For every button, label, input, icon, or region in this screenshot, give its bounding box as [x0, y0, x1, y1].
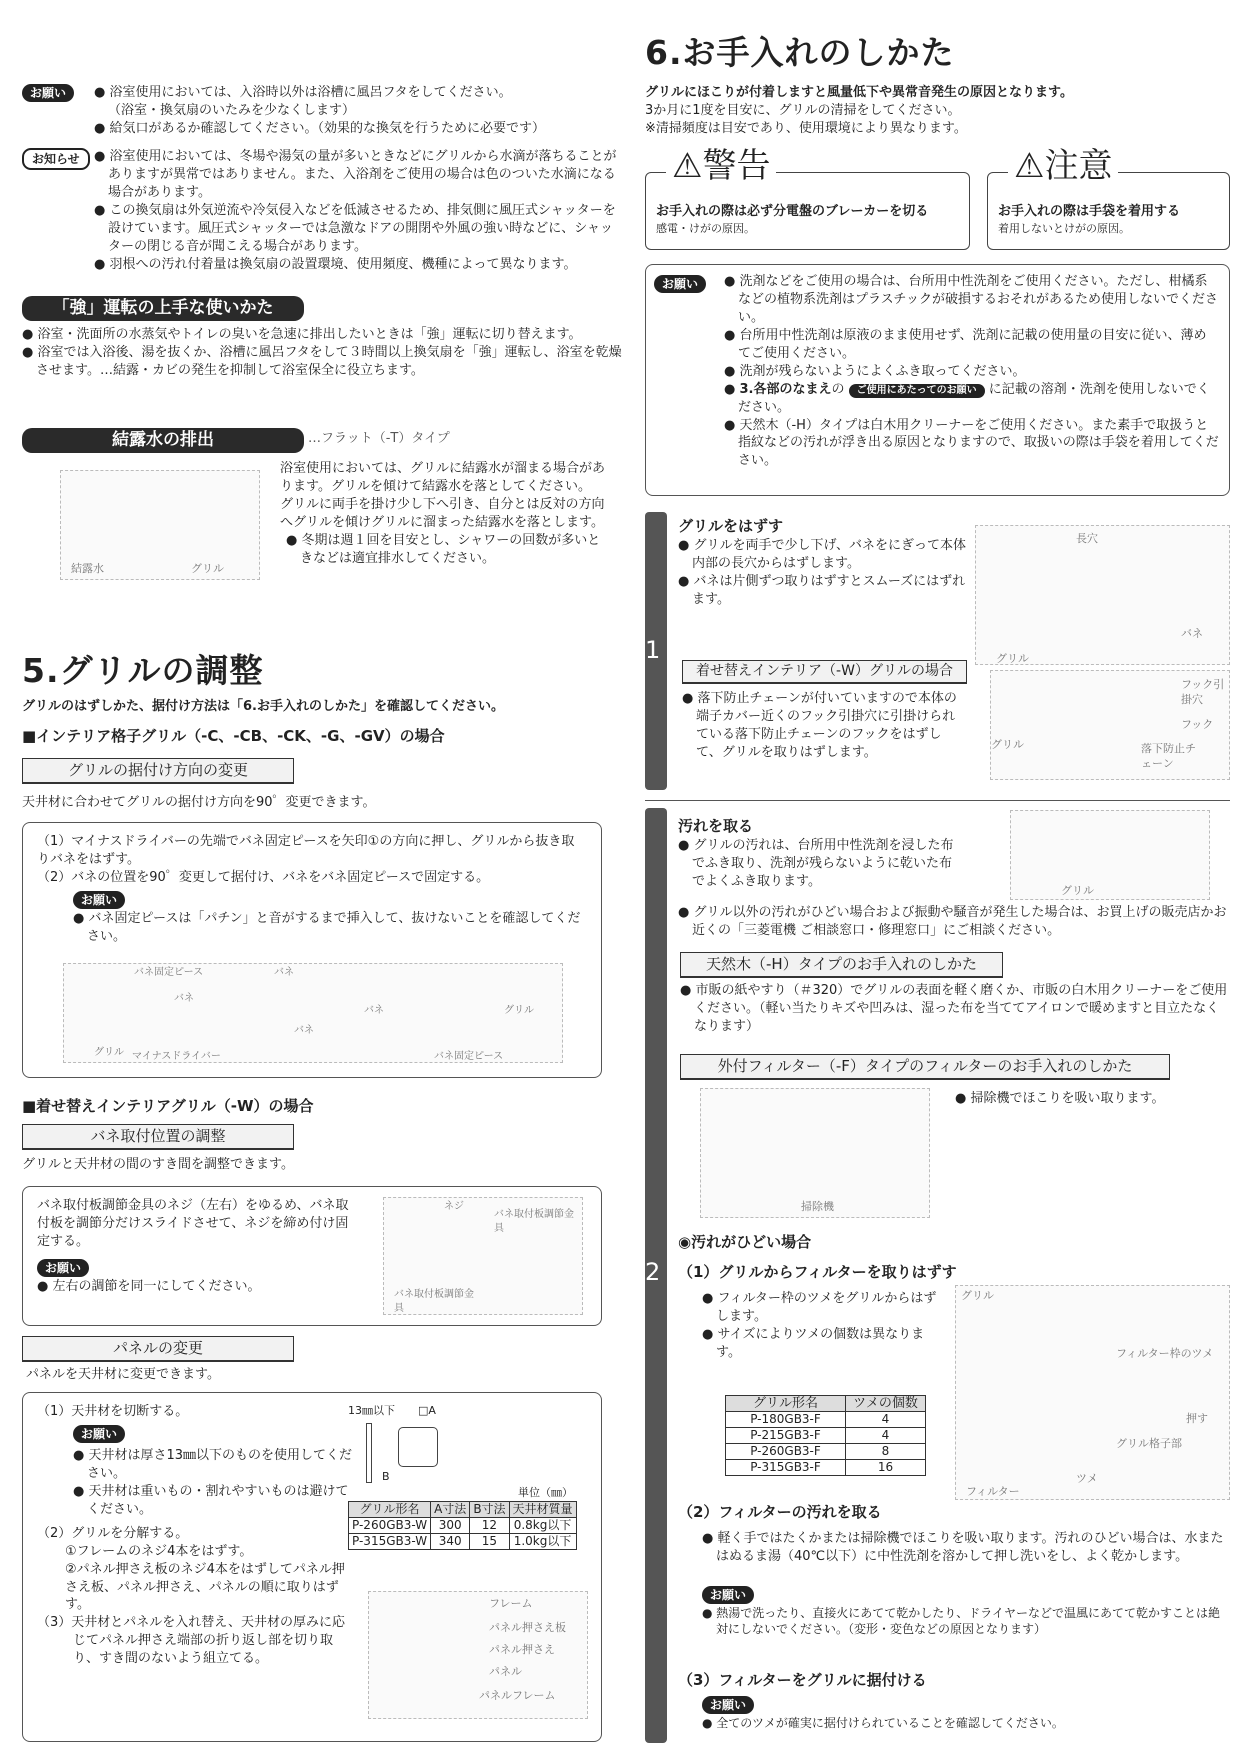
cell: 8	[846, 1444, 926, 1460]
paragraph: 3か月に1度を目安に、グリルの清掃をしてください。	[645, 102, 961, 118]
fig-label: グリル	[504, 1005, 534, 1016]
step: （1）天井材を切断する。	[37, 1404, 189, 1419]
drain-type: …フラット（-T）タイプ	[308, 431, 450, 446]
onegai-badge: お願い	[702, 1586, 754, 1604]
cell: 1.0kg以下	[509, 1534, 576, 1550]
note: （浴室・換気扇のいたみを少なくします）	[108, 102, 356, 118]
section6-lead	[645, 84, 1235, 138]
caution-text: お手入れの際は手袋を着用する	[998, 204, 1181, 219]
fig-label: バネ	[274, 967, 294, 978]
step1-bar	[645, 512, 667, 790]
fig-label: パネル押さえ	[489, 1643, 555, 1656]
onegai-badge: お願い	[73, 1425, 125, 1443]
cell: P-260GB3-W	[349, 1518, 431, 1534]
fig-label: バネ	[364, 1005, 384, 1016]
table-row	[726, 1428, 926, 1444]
strong-heading: 「強」運転の上手な使いかた	[22, 296, 304, 321]
note: ● 羽根への汚れ付着量は換気扇の設置環境、使用頻度、機種によって異なります。	[94, 256, 622, 274]
fig-label: パネル押さえ板	[489, 1621, 566, 1634]
note: ● 天井材は重いもの・割れやすいものは避けてください。	[73, 1483, 357, 1519]
note: ● 洗剤などをご使用の場合は、台所用中性洗剤をご使用ください。ただし、柑橘系などの植物系洗剤はプラスチックが破損するおそれがあるため使用しないでください。	[724, 273, 1219, 327]
cell: 4	[846, 1428, 926, 1444]
fig-label: 結露水	[71, 562, 104, 575]
f3-heading: （3）フィルターをグリルに据付ける	[678, 1671, 927, 1689]
note: ● 天井材は厚さ13㎜以下のものを使用してください。	[73, 1447, 357, 1483]
th: ツメの個数	[846, 1396, 926, 1412]
dimension-figure	[348, 1403, 598, 1568]
onegai-badge: お願い	[702, 1696, 754, 1714]
note: ● 3.各部のなまえの ご使用にあたってのお願い に記載の溶剤・洗剤を使用しないでください。	[724, 381, 1219, 417]
section5-lead: グリルのはずしかた、据付け方法は「6.お手入れのしかた」を確認してください。	[22, 699, 504, 714]
fig-label: マイナスドライバー	[132, 1051, 221, 1062]
panel-edge	[366, 1423, 372, 1483]
caution-title	[1008, 143, 1118, 190]
onegai-badge: お願い	[654, 275, 706, 293]
fig-label: ネジ	[444, 1201, 464, 1212]
fig-label: バネ取付板調節金具	[394, 1289, 474, 1314]
vacuum-figure	[700, 1088, 930, 1218]
fig-label: 掃除機	[801, 1200, 834, 1213]
table-row	[726, 1412, 926, 1428]
note: ● この換気扇は外気逆流や冷気侵入などを低減させるため、排気側に風圧式シャッターを設けています。風圧式シャッターでは急激なドアの開閉や外風の強い時などに、シャッターの閉じる音が聞こえる場合があります。	[94, 202, 622, 256]
fig-label: グリル	[991, 738, 1024, 751]
substep: ②パネル押さえ板のネジ4本をはずしてパネル押さえ板、パネル押さえ、パネルの順に取りはずす。	[65, 1561, 345, 1613]
paragraph: ※清掃頻度は目安であり、使用環境により異なります。	[645, 120, 967, 136]
warning-triangle-icon: ⚠	[672, 146, 703, 186]
table-row	[349, 1518, 577, 1534]
direction-figure	[63, 963, 563, 1063]
drain-figure	[60, 470, 260, 580]
fig-label: 単位（㎜）	[518, 1486, 573, 1499]
onegai-badge: お願い	[73, 891, 125, 909]
spring-desc: グリルと天井材の間のすき間を調整できます。	[22, 1157, 294, 1172]
fig-label: フィルター	[966, 1485, 1020, 1498]
step: （2）バネの位置を90゜変更して据付け、バネをバネ固定ピースで固定する。	[37, 869, 490, 885]
fig-label: 落下防止チェーン	[1141, 742, 1196, 771]
fig-label: バネ取付板調節金具	[494, 1209, 574, 1234]
f1-heading: （1）グリルからフィルターを取りはずす	[678, 1263, 957, 1281]
fig-label: フィルター枠のツメ	[1116, 1347, 1214, 1360]
warning-label: 警告	[702, 146, 771, 186]
kisekae-subheading: 着せ替えインテリア（-W）グリルの場合	[682, 660, 967, 684]
fig-label: バネ	[1181, 627, 1203, 640]
note: ● 天然木（-H）タイプは白木用クリーナーをご使用ください。また素手で取扱うと指紋などの汚れが浮き出る原因となりますので、取扱いの際は手袋を着用してください。	[724, 417, 1219, 471]
fig-label: 13㎜以下	[348, 1404, 395, 1417]
ref-text: に記載の溶剤・洗剤を使用しないでください。	[738, 381, 1210, 415]
note: ● 浴室使用においては、入浴時以外は浴槽に風呂フタをしてください。	[94, 84, 622, 102]
onegai-badge: お願い	[22, 84, 74, 102]
list-item: ● グリルの汚れは、台所用中性洗剤を浸した布でふき取り、洗剤が残らないように乾いた布でよくふき取ります。	[678, 837, 958, 891]
drain-text	[280, 460, 610, 568]
fig-label: パネルフレーム	[479, 1689, 556, 1702]
panel-figure	[368, 1591, 588, 1719]
cell: 15	[470, 1534, 509, 1550]
step1-text	[678, 516, 968, 608]
spring-subheading: バネ取付位置の調整	[22, 1124, 294, 1150]
substep: ①フレームのネジ4本をはずす。	[65, 1543, 253, 1559]
th: 天井材質量	[509, 1502, 576, 1518]
fig-label: ツメ	[1076, 1472, 1098, 1485]
step-title: グリルをはずす	[678, 517, 784, 535]
f2-text: ● 軽く手ではたくかまたは掃除機でほこりを吸い取ります。汚れのひどい場合は、水またはぬるま湯（40℃以下）に中性洗剤を溶かして押し洗いをし、よく乾かします。	[702, 1530, 1230, 1566]
note: ● 給気口があるか確認してください。（効果的な換気を行うために必要です）	[94, 120, 622, 138]
step: （3）天井材とパネルを入れ替え、天井材の厚みに応じてパネル押さえ端部の折り返し部を切り取り、すき間のないよう組立てる。	[37, 1615, 346, 1667]
fig-label: B	[382, 1470, 390, 1483]
fig-label: フレーム	[489, 1597, 533, 1610]
step: （2）グリルを分解する。	[37, 1525, 189, 1541]
cell: P-260GB3-F	[726, 1444, 846, 1460]
lattice-heading: ■インテリア格子グリル（-C、-CB、-CK、-G、-GV）の場合	[22, 727, 445, 745]
fig-label: バネ固定ピース	[434, 1051, 504, 1062]
warning-sub: 感電・けがの原因。	[656, 221, 755, 235]
paragraph: 浴室使用においては、グリルに結露水が溜まる場合があります。グリルを傾けて結露水を落としてください。	[280, 461, 606, 494]
fig-label: グリル	[191, 562, 224, 575]
fig-label: バネ固定ピース	[134, 967, 204, 978]
panel-subheading: パネルの変更	[22, 1336, 294, 1362]
note: ● バネ固定ピースは「パチン」と音がするまで挿入して、抜けないことを確認してください。	[73, 910, 587, 946]
kisekae-text: ● 落下防止チェーンが付いていますので本体の端子カバー近くのフック引掛穴に引掛けられている落下防止チェーンのフックをはずして、グリルを取りはずします。	[682, 690, 962, 762]
fig-label: グリル	[94, 1047, 124, 1058]
fig-label: グリル	[996, 652, 1029, 665]
paragraph: グリルにほこりが付着しますと風量低下や異常音発生の原因となります。	[645, 85, 1073, 100]
th: グリル形名	[726, 1396, 846, 1412]
note: ● 冬期は週１回を目安とし、シャワーの回数が多いときなどは適宜排水してください。	[286, 532, 610, 568]
f2-heading: （2）フィルターの汚れを取る	[678, 1503, 882, 1521]
wood-subheading: 天然木（-H）タイプのお手入れのしかた	[680, 952, 1003, 978]
oshirase-badge: お知らせ	[22, 148, 90, 170]
warning-title	[666, 143, 776, 190]
table-row	[726, 1460, 926, 1476]
cell: 340	[431, 1534, 470, 1550]
cell: 0.8kg以下	[509, 1518, 576, 1534]
onegai6	[702, 1696, 1230, 1731]
claw-table	[725, 1395, 926, 1476]
onegai-care-box	[645, 264, 1230, 496]
spring-box	[22, 1186, 602, 1326]
step-number: 2	[645, 1258, 661, 1286]
note: ● 浴室使用においては、冬場や湯気の量が多いときなどにグリルから水滴が落ちることがありますが異常ではありません。また、入浴剤をご使用の場合は色のついた水滴になる場合があります。	[94, 148, 622, 202]
spring-figure	[383, 1197, 583, 1315]
caution-triangle-icon: ⚠	[1014, 146, 1045, 186]
chain-figure	[990, 670, 1230, 780]
th: グリル形名	[349, 1502, 431, 1518]
note: ● 全てのツメが確実に据付けられていることを確認してください。	[702, 1715, 1230, 1732]
step2-text	[678, 816, 958, 891]
step2-contact: ● グリル以外の汚れがひどい場合および振動や騒音が発生した場合は、お買上げの販売店かお近くの「三菱電機 ご相談窓口・修理窓口」にご相談ください。	[678, 904, 1230, 940]
cell: P-315GB3-F	[726, 1460, 846, 1476]
list-item: ● サイズによりツメの個数は異なります。	[702, 1326, 942, 1362]
cell: 12	[470, 1518, 509, 1534]
step2-bar	[645, 808, 667, 1743]
fig-label: フック	[1181, 718, 1214, 731]
direction-desc: 天井材に合わせてグリルの据付け方向を90゜変更できます。	[22, 795, 376, 810]
panel-square	[398, 1427, 438, 1467]
list-item: ● 浴室・洗面所の水蒸気やトイレの臭いを急速に排出したいときは「強」運転に切り替えます。	[22, 326, 622, 344]
fig-label: 長穴	[1076, 532, 1098, 545]
cell: 4	[846, 1412, 926, 1428]
filter-text: ● 掃除機でほこりを吸い取ります。	[955, 1090, 1164, 1108]
fig-label: 押す	[1186, 1412, 1208, 1425]
caution-label: 注意	[1044, 146, 1113, 186]
warning-text: お手入れの際は必ず分電盤のブレーカーを切る	[656, 204, 929, 219]
cell: P-180GB3-F	[726, 1412, 846, 1428]
cell: P-315GB3-W	[349, 1534, 431, 1550]
divider	[645, 800, 1230, 801]
fig-label: グリル	[1061, 884, 1094, 897]
caution-box	[987, 146, 1230, 250]
fig-label: パネル	[489, 1665, 522, 1678]
dirty-heading: ◉汚れがひどい場合	[678, 1233, 812, 1251]
note: ● 熱湯で洗ったり、直接火にあてて乾かしたり、ドライヤーなどで温風にあてて乾かすことは絶対にしないでください。（変形・変色などの原因となります）	[702, 1605, 1230, 1638]
list-item: ● グリルを両手で少し下げ、バネをにぎって本体内部の長穴からはずします。	[678, 537, 968, 573]
cell: P-215GB3-F	[726, 1428, 846, 1444]
warning-box	[645, 146, 970, 250]
wipe-figure	[1010, 810, 1210, 900]
th: A寸法	[431, 1502, 470, 1518]
note: ● 台所用中性洗剤は原液のまま使用せず、洗剤に記載の使用量の目安に従い、薄めてご使用ください。	[724, 327, 1219, 363]
list-item: ● フィルター枠のツメをグリルからはずします。	[702, 1290, 942, 1326]
ref-badge: ご使用にあたってのお願い	[849, 384, 985, 398]
cell: 16	[846, 1460, 926, 1476]
direction-box	[22, 822, 602, 1078]
note: ● 洗剤が残らないようによくふき取ってください。	[724, 363, 1219, 381]
caution-sub: 着用しないとけがの原因。	[998, 221, 1130, 235]
note: ● 左右の調節を同一にしてください。	[37, 1278, 587, 1296]
table-row	[726, 1444, 926, 1460]
panel-desc: パネルを天井材に変更できます。	[26, 1367, 220, 1382]
direction-subheading: グリルの据付け方向の変更	[22, 758, 294, 784]
fig-label: バネ	[174, 993, 194, 1004]
onegai-badge: お願い	[37, 1259, 89, 1277]
fig-label: グリル	[961, 1289, 994, 1302]
step-title: 汚れを取る	[678, 817, 754, 835]
section5-title: 5.グリルの調整	[22, 651, 264, 690]
th: B寸法	[470, 1502, 509, 1518]
section6-title: 6.お手入れのしかた	[645, 33, 955, 72]
list-item: ● バネは片側ずつ取りはずすとスムーズにはずれます。	[678, 573, 968, 609]
remove-grille-figure	[975, 525, 1230, 665]
paragraph: バネ取付板調節金具のネジ（左右）をゆるめ、バネ取付板を調節分だけスライドさせて、ネジを締め付け固定する。	[37, 1198, 349, 1249]
drain-heading: 結露水の排出	[22, 428, 304, 453]
paragraph: グリルに両手を掛け少し下へ引き、自分とは反対の方向へグリルを傾けグリルに溜まった結露水を落とします。	[280, 496, 605, 530]
cell: 300	[431, 1518, 470, 1534]
oshirase-block	[22, 148, 622, 274]
filter-figure	[955, 1285, 1230, 1500]
step-number: 1	[645, 636, 661, 664]
strong-list	[22, 326, 622, 380]
wood-text: ● 市販の紙やすり（＃320）でグリルの表面を軽く磨くか、市販の白木用クリーナーをご使用ください。（軽い当たりキズや凹みは、湿った布を当ててアイロンで暖めますと目立たなくなります）	[680, 982, 1230, 1036]
panel-table	[348, 1501, 577, 1550]
panel-box	[22, 1392, 602, 1742]
filter-subheading: 外付フィルター（-F）タイプのフィルターのお手入れのしかた	[680, 1054, 1170, 1080]
fig-label: フック引掛穴	[1181, 678, 1225, 707]
onegai5	[702, 1586, 1230, 1638]
table-row	[349, 1534, 577, 1550]
fig-label: バネ	[294, 1025, 314, 1036]
ref-section: 3.各部のなまえ	[739, 381, 832, 397]
list-item: ● 浴室では入浴後、湯を抜くか、浴槽に風呂フタをして３時間以上換気扇を「強」運転し、浴室を乾燥させます。…結露・カビの発生を抑制して浴室保全に役立ちます。	[22, 344, 622, 380]
onegai-bath	[22, 84, 622, 138]
step: （1）マイナスドライバーの先端でバネ固定ピースを矢印①の方向に押し、グリルから抜き取りバネをはずす。	[37, 834, 575, 867]
fig-label: グリル格子部	[1116, 1437, 1182, 1450]
kisekae-heading: ■着せ替えインテリアグリル（-W）の場合	[22, 1097, 314, 1115]
fig-label: □A	[418, 1404, 436, 1417]
f1-list	[702, 1290, 942, 1362]
